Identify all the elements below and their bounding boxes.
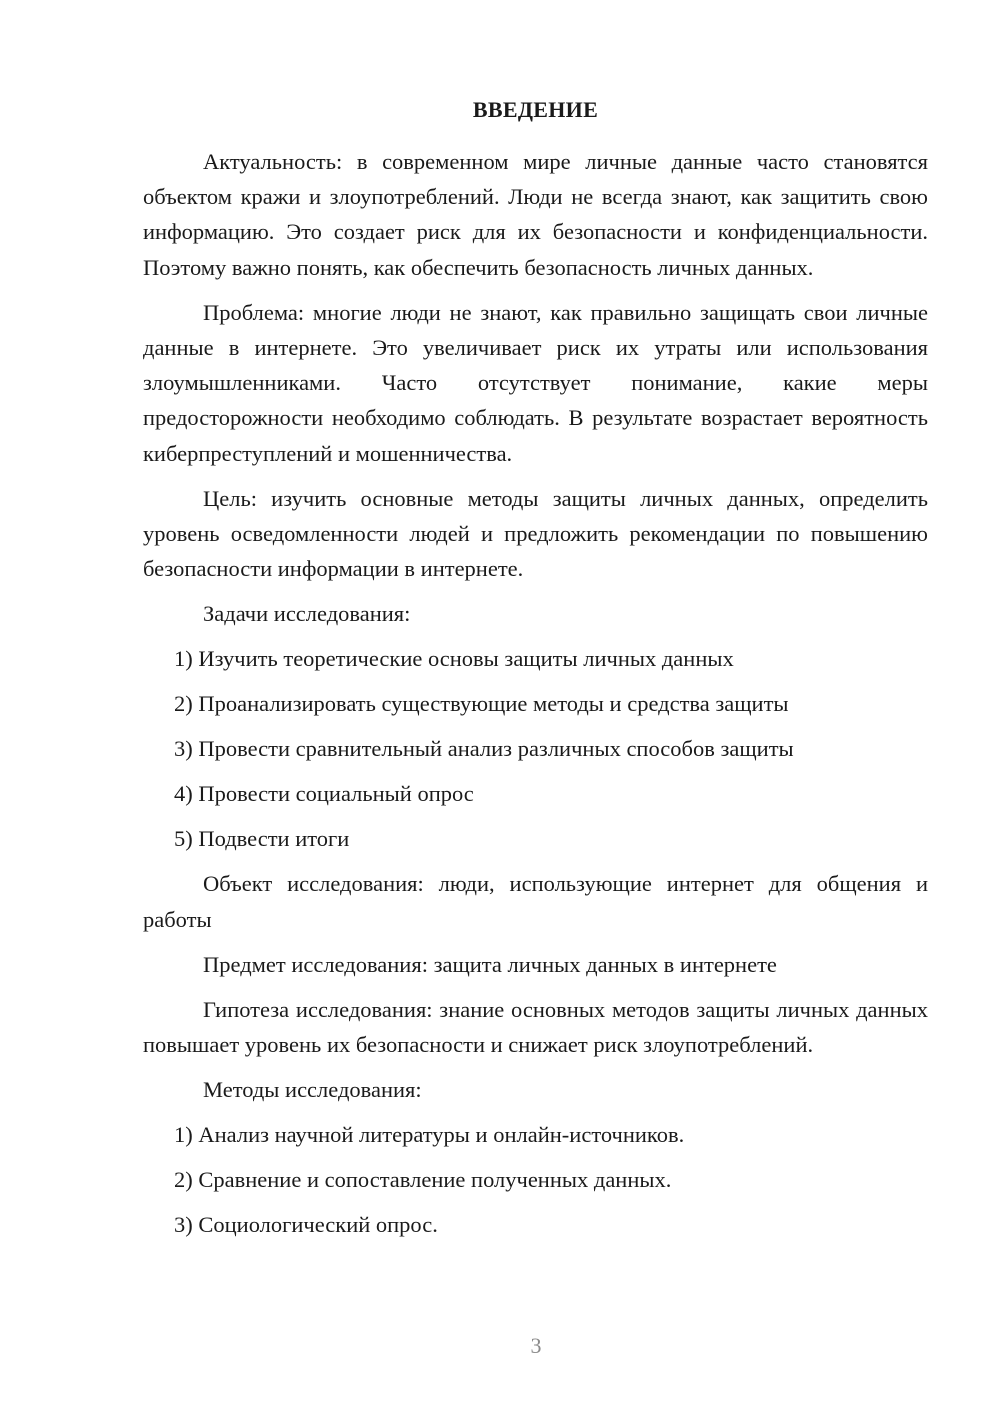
subject-paragraph: Предмет исследования: защита личных данных в интернете: [203, 951, 777, 977]
page-number: 3: [530, 1333, 542, 1358]
task-item: 5) Подвести итоги: [174, 826, 350, 852]
methods-label: Методы исследования:: [203, 1077, 422, 1103]
tasks-list: [143, 641, 928, 856]
task-item: 4) Провести социальный опрос: [174, 781, 474, 807]
document-title: ВВЕДЕНИЕ: [472, 97, 599, 122]
hypothesis-paragraph: Гипотеза исследования: знание основных методов защиты личных данных повышает уровень их безопасности и снижает риск злоупотреблений.: [143, 997, 928, 1058]
tasks-label: Задачи исследования:: [203, 601, 411, 627]
document-page: [143, 92, 928, 1252]
method-item: 2) Сравнение и сопоставление полученных данных.: [174, 1167, 672, 1193]
methods-list: [143, 1117, 928, 1242]
problem-paragraph: Проблема: многие люди не знают, как правильно защищать свои личные данные в интернете. Это увеличивает риск их утраты или использования злоумышленниками. Часто отсутствует понимание, какие меры предосторожности необходимо соблюдать. В результате возрастает вероятность киберпреступлений и мошенничества.: [143, 299, 928, 466]
method-item: 1) Анализ научной литературы и онлайн-источников.: [174, 1122, 685, 1148]
relevance-paragraph: Актуальность: в современном мире личные данные часто становятся объектом кражи и злоупотреблений. Люди не всегда знают, как защитить свою информацию. Это создает риск для их безопасности и конфиденциальности. Поэтому важно понять, как обеспечить безопасность личных данных.: [143, 149, 928, 280]
task-item: 1) Изучить теоретические основы защиты личных данных: [174, 646, 734, 672]
object-paragraph: Объект исследования: люди, использующие интернет для общения и работы: [143, 871, 928, 932]
task-item: 3) Провести сравнительный анализ различных способов защиты: [174, 736, 794, 762]
goal-paragraph: Цель: изучить основные методы защиты личных данных, определить уровень осведомленности людей и предложить рекомендации по повышению безопасности информации в интернете.: [143, 485, 928, 582]
method-item: 3) Социологический опрос.: [174, 1212, 438, 1238]
task-item: 2) Проанализировать существующие методы и средства защиты: [174, 691, 789, 717]
